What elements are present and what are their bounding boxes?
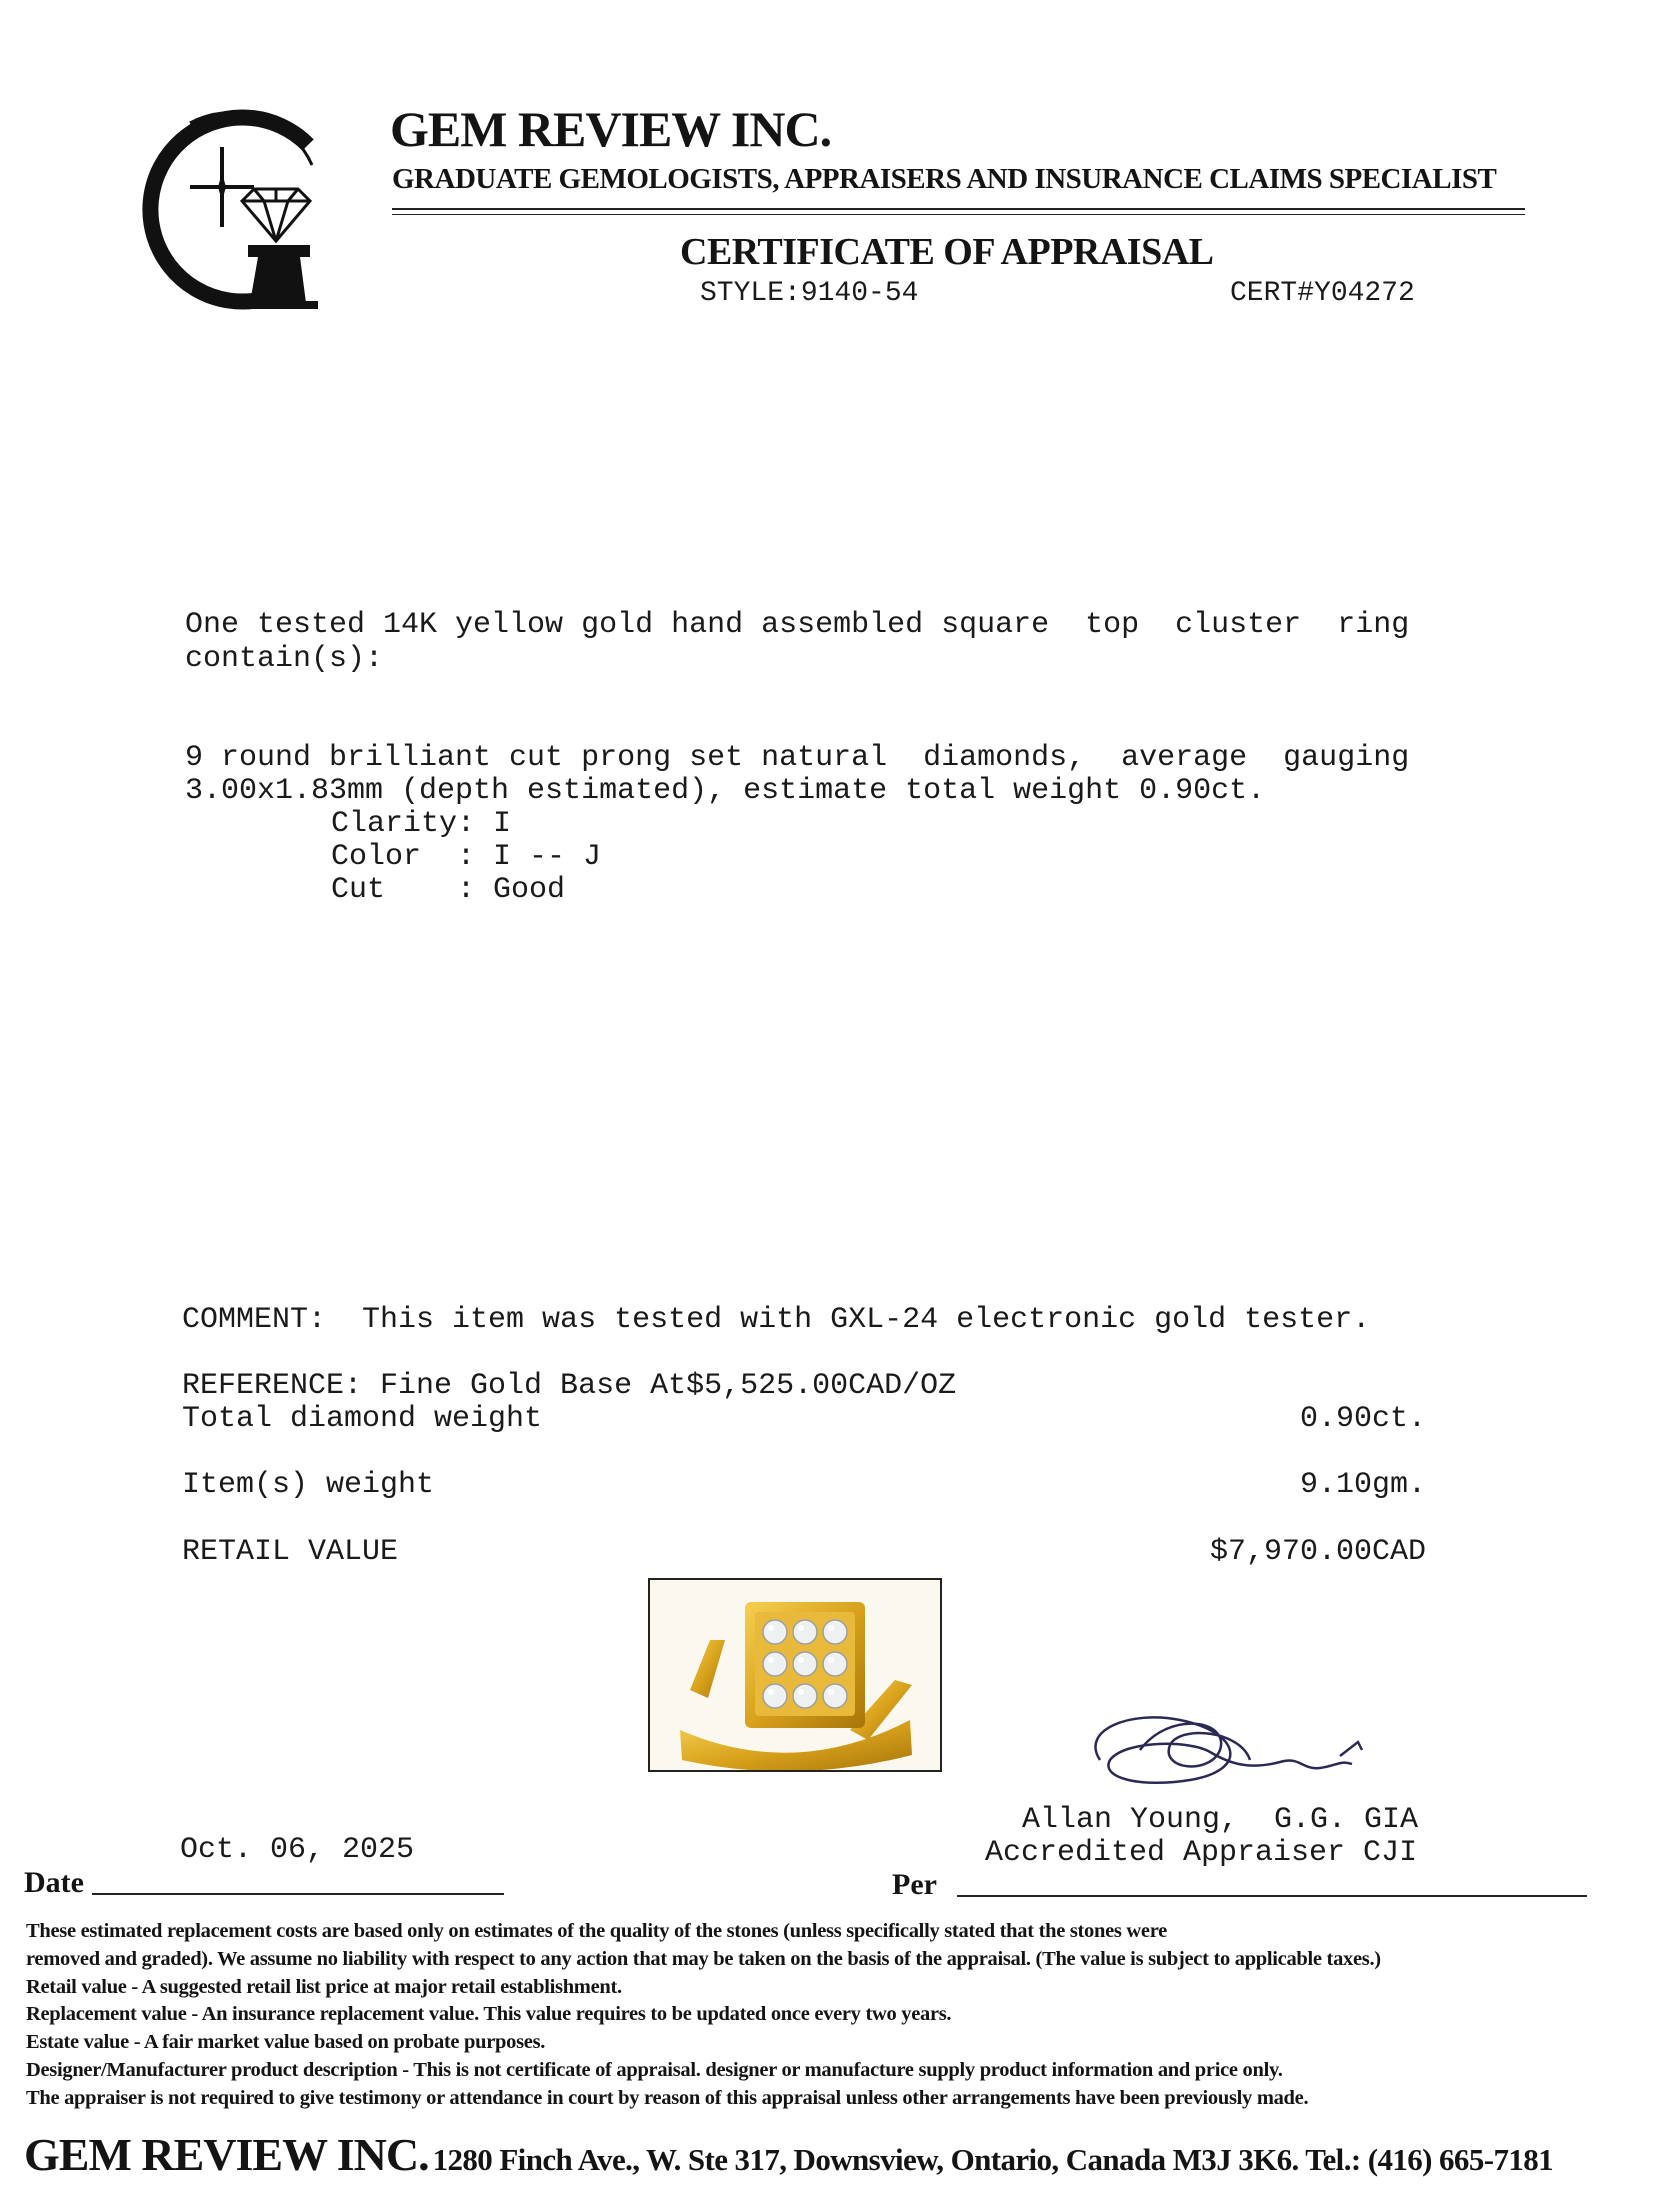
header-divider-2 — [392, 214, 1525, 215]
ring-photo — [648, 1578, 942, 1772]
ring-image — [650, 1580, 940, 1770]
clarity-grade: Clarity: I — [331, 807, 512, 841]
disclaimer-line: The appraiser is not required to give testimony or attendance in court by reason of this appraisal unless other arrangements have been previously made. — [26, 2086, 1309, 2109]
stones-description-line-1: 9 round brilliant cut prong set natural diamonds, average gauging — [185, 741, 1410, 775]
disclaimer-line: These estimated replacement costs are based only on estimates of the quality of the stones (unless specifically stated that the stones were — [26, 1920, 1167, 1942]
per-line — [957, 1895, 1587, 1897]
item-description-line-2: contain(s): — [185, 642, 384, 676]
footer-company-name: GEM REVIEW INC. — [24, 2129, 429, 2180]
disclaimer-notes — [26, 1918, 1646, 2113]
disclaimer-line: Retail value - A suggested retail list price at major retail establishment. — [26, 1975, 622, 1998]
comment-line: COMMENT: This item was tested with GXL-24 electronic gold tester. — [182, 1303, 1371, 1337]
stones-description-line-2: 3.00x1.83mm (depth estimated), estimate total weight 0.90ct. — [185, 774, 1266, 808]
date-line — [92, 1893, 504, 1895]
disclaimer-line: Designer/Manufacturer product description - This is not certificate of appraisal. designer or manufacture supply product information and price only. — [26, 2058, 1283, 2081]
item-description-line-1: One tested 14K yellow gold hand assembled square top cluster ring — [185, 608, 1410, 642]
total-diamond-weight-label: Total diamond weight — [182, 1402, 543, 1436]
retail-value-amount: $7,970.00CAD — [1209, 1535, 1426, 1569]
color-grade: Color : I -- J — [331, 840, 602, 874]
footer-contact — [24, 2128, 1553, 2181]
per-label: Per — [892, 1868, 937, 1901]
date-label: Date — [24, 1866, 84, 1899]
diamond-icon — [242, 189, 310, 241]
reference-line: REFERENCE: Fine Gold Base At$5,525.00CAD/OZ — [182, 1369, 957, 1403]
item-weight-label: Item(s) weight — [182, 1468, 435, 1502]
appraiser-signature — [1040, 1690, 1400, 1810]
company-tagline: GRADUATE GEMOLOGISTS, APPRAISERS AND INSURANCE CLAIMS SPECIALIST — [392, 163, 1497, 195]
header-divider — [392, 208, 1525, 210]
certificate-title: CERTIFICATE OF APPRAISAL — [680, 231, 1214, 273]
footer-address: 1280 Finch Ave., W. Ste 317, Downsview, Ontario, Canada M3J 3K6. Tel.: (416) 665-7181 — [432, 2142, 1554, 2177]
disclaimer-line: removed and graded). We assume no liability with respect to any action that may be taken on the basis of the appraisal. (The value is subject to applicable taxes.) — [26, 1947, 1381, 1970]
appraiser-title: Accredited Appraiser CJI — [985, 1836, 1418, 1870]
retail-value-label: RETAIL VALUE — [182, 1535, 399, 1569]
appraisal-date: Oct. 06, 2025 — [180, 1833, 415, 1867]
company-name: GEM REVIEW INC. — [390, 101, 832, 157]
appraiser-name: Allan Young, G.G. GIA — [1022, 1803, 1419, 1837]
disclaimer-line: Estate value - A fair market value based on probate purposes. — [26, 2031, 546, 2054]
company-logo — [130, 105, 330, 315]
total-diamond-weight-value: 0.90ct. — [1299, 1402, 1426, 1436]
sparkle-icon — [190, 147, 254, 227]
style-number: STYLE:9140-54 — [700, 278, 919, 309]
cut-grade: Cut : Good — [331, 873, 566, 907]
disclaimer-line: Replacement value - An insurance replacement value. This value requires to be updated once every two years. — [26, 2003, 952, 2026]
cert-number: CERT#Y04272 — [1230, 278, 1415, 309]
item-weight-value: 9.10gm. — [1299, 1468, 1426, 1502]
